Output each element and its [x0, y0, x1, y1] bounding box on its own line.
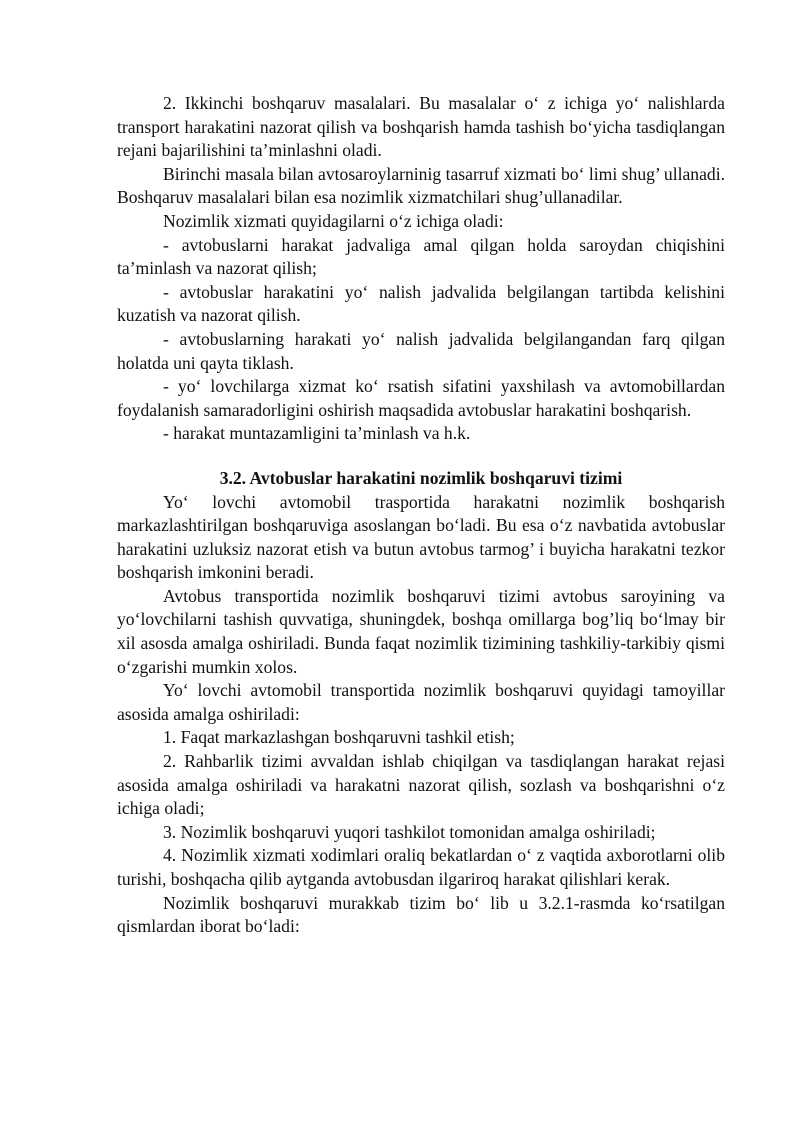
paragraph-first-task: Birinchi masala bilan avtosaroylarninig tasarruf xizmati bo‘ limi shug’ ullanadi. Boshqaruv masalalari bilan esa nozimlik xizmatchilari shug’ullanadilar. [117, 163, 725, 208]
list-item-schedule-restore: - avtobuslarning harakati yo‘ nalish jadvalida belgilangandan farq qilgan holatda uni qayta tiklash. [117, 328, 725, 373]
list-item-principle-3: 3. Nozimlik boshqaruvi yuqori tashkilot tomonidan amalga oshiriladi; [163, 821, 656, 842]
list-item-principle-4: 4. Nozimlik xizmati xodimlari oraliq bekatlardan o‘ z vaqtida axborotlarni olib turishi, boshqacha qilib aytganda avtobusdan ilgariroq harakat qilishlari kerak. [117, 845, 725, 889]
paragraph-principles-intro: Yo‘ lovchi avtomobil transportida nozimlik boshqaruvi quyidagi tamoyillar asosida amalga oshiriladi: [117, 680, 725, 724]
section-heading: 3.2. Avtobuslar harakatini nozimlik boshqaruvi tizimi [219, 467, 623, 488]
document-page [117, 92, 725, 939]
paragraph-uniform-basis: Avtobus transportida nozimlik boshqaruvi tizimi avtobus saroyining va yo‘lovchilarni tashish quvvatiga, shuningdek, boshqa omillarga bog’liq bo‘lmay bir xil asosda amalga oshiriladi. Bunda faqat nozimlik tizimining tashkiliy-tarkibiy qismi o‘zgarishi mumkin xolos. [117, 585, 725, 677]
list-item-arrival-monitoring: - avtobuslar harakatini yo‘ nalish jadvalida belgilangan tartibda kelishini kuzatish va nazorat qilish. [117, 281, 725, 326]
list-item-service-quality: - yo‘ lovchilarga xizmat ko‘ rsatish sifatini yaxshilash va avtomobillardan foydalanish samaradorligini oshirish maqsadida avtobuslar harakatini boshqarish. [117, 376, 725, 420]
paragraph-system-components: Nozimlik boshqaruvi murakkab tizim bo‘ lib u 3.2.1-rasmda ko‘rsatilgan qismlardan iborat bo‘ladi: [117, 892, 725, 937]
list-item-principle-2: 2. Rahbarlik tizimi avvaldan ishlab chiqilgan va tasdiqlangan harakat rejasi asosida amalga oshiriladi va harakatni nazorat qilish, sozlash va boshqarishni o‘z ichiga oladi; [117, 751, 725, 819]
paragraph-second-management-tasks: 2. Ikkinchi boshqaruv masalalari. Bu masalalar o‘ z ichiga yo‘ nalishlarda transport harakatini nazorat qilish va boshqarish hamda tashish bo‘yicha tasdiqlangan rejani bajarilishini ta’minlashni oladi. [117, 93, 725, 161]
list-item-principle-1: 1. Faqat markazlashgan boshqaruvni tashkil etish; [163, 727, 515, 748]
list-item-depot-exit: - avtobuslarni harakat jadvaliga amal qilgan holda saroydan chiqishini ta’minlash va nazorat qilish; [117, 234, 725, 279]
paragraph-centralized-control: Yo‘ lovchi avtomobil trasportida harakatni nozimlik boshqarish markazlashtirilgan boshqaruviga asoslangan bo‘ladi. Bu esa o‘z navbatida avtobuslar harakatini uzluksiz nazorat etish va butun avtobus tarmog’ i buyicha harakatni tezkor boshqarish imkonini beradi. [117, 491, 725, 583]
list-item-regularity: - harakat muntazamligini ta’minlash va h.k. [163, 423, 471, 444]
paragraph-dispatch-service-intro: Nozimlik xizmati quyidagilarni o‘z ichiga oladi: [163, 210, 504, 231]
